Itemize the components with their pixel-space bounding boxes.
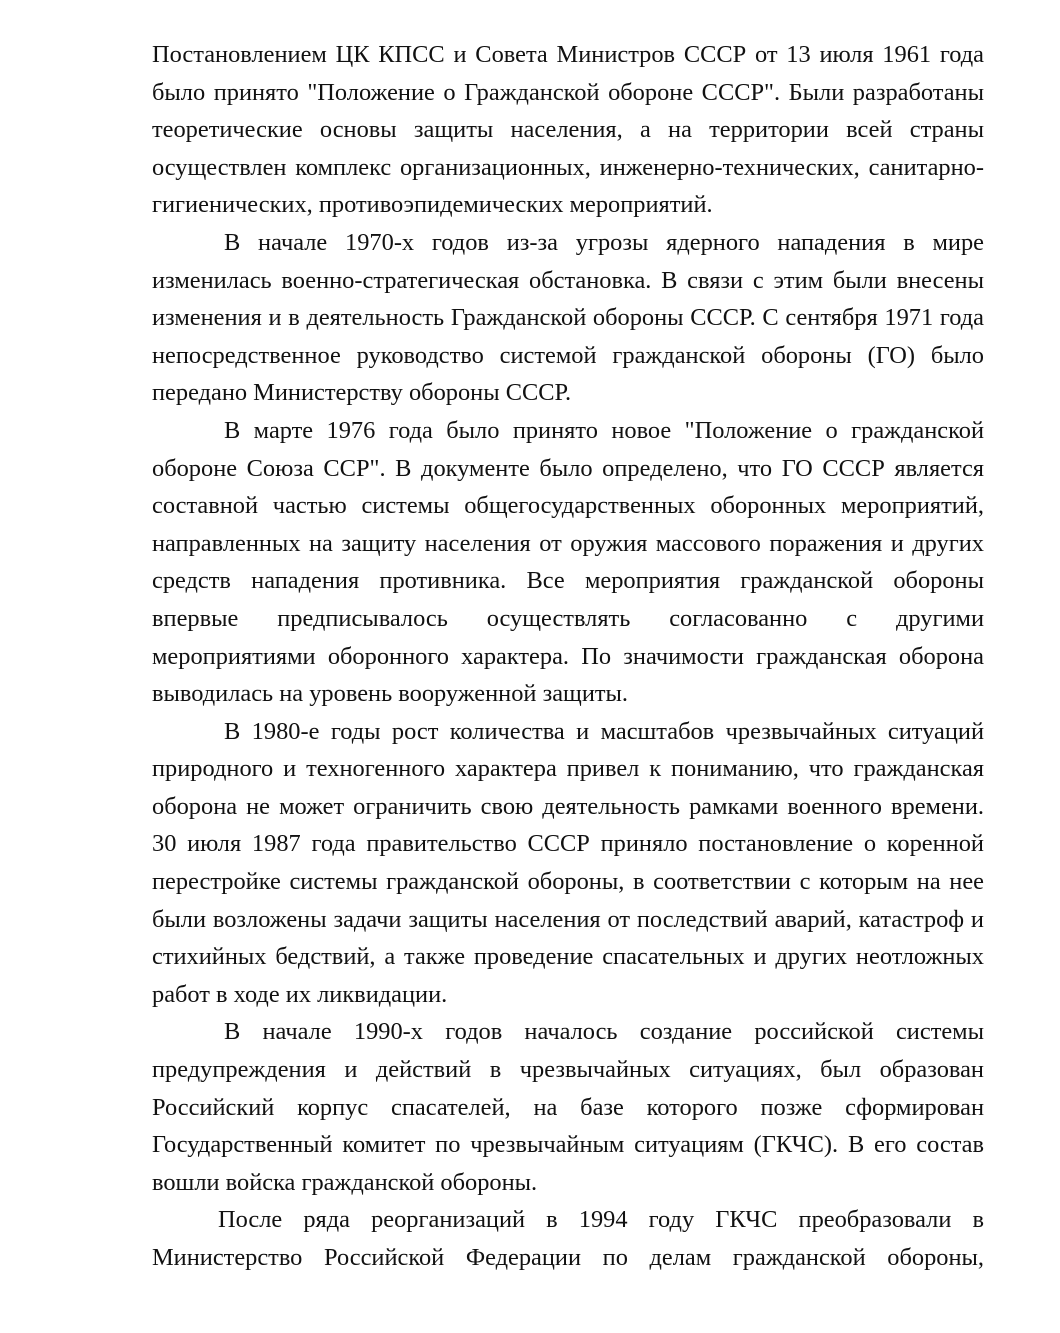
document-page bbox=[152, 36, 984, 1277]
paragraph-1994: После ряда реорганизаций в 1994 году ГКЧС преобразовали в Министерство Российской Федерации по делам гражданской обороны, bbox=[152, 1206, 984, 1271]
paragraph-1990s: В начале 1990-х годов началось создание российской системы предупреждения и действий в чрезвычайных ситуациях, был образован Российский корпус спасателей, на базе которого позже сформирован Государственный комитет по чрезвычайным ситуациям (ГКЧС). В его состав вошли войска гражданской обороны. bbox=[152, 1018, 984, 1196]
paragraph-1976: В марте 1976 года было принято новое "Положение о гражданской обороне Союза ССР". В документе было определено, что ГО СССР является составной частью системы общегосударственных оборонных мероприятий, направленных на защиту населения от оружия массового поражения и других средств нападения противника. Все мероприятия гражданской обороны впервые предписывалось осуществлять согласованно с другими мероприятиями оборонного характера. По значимости гражданская оборона выводилась на уровень вооруженной защиты. bbox=[152, 416, 984, 708]
paragraph-1980s: В 1980-е годы рост количества и масштабов чрезвычайных ситуаций природного и техногенного характера привел к пониманию, что гражданская оборона не может ограничить свою деятельность рамками военного времени. 30 июля 1987 года правительство СССР приняло постановление о коренной перестройке системы гражданской обороны, в соответствии с которым на нее были возложены задачи защиты населения от последствий аварий, катастроф и стихийных бедствий, а также проведение спасательных и других неотложных работ в ходе их ликвидации. bbox=[152, 717, 984, 1008]
paragraph-1970s: В начале 1970-х годов из-за угрозы ядерного нападения в мире изменилась военно-стратегическая обстановка. В связи с этим были внесены изменения и в деятельность Гражданской обороны СССР. С сентября 1971 года непосредственное руководство системой гражданской обороны (ГО) было передано Министерству обороны СССР. bbox=[152, 228, 984, 407]
paragraph-1961-regulation: Постановлением ЦК КПСС и Совета Министров СССР от 13 июля 1961 года было принято "Положение о Гражданской обороне СССР". Были разработаны теоретические основы защиты населения, а на территории всей страны осуществлен комплекс организационных, инженерно-технических, санитарно-гигиенических, противоэпидемических мероприятий. bbox=[152, 41, 984, 219]
